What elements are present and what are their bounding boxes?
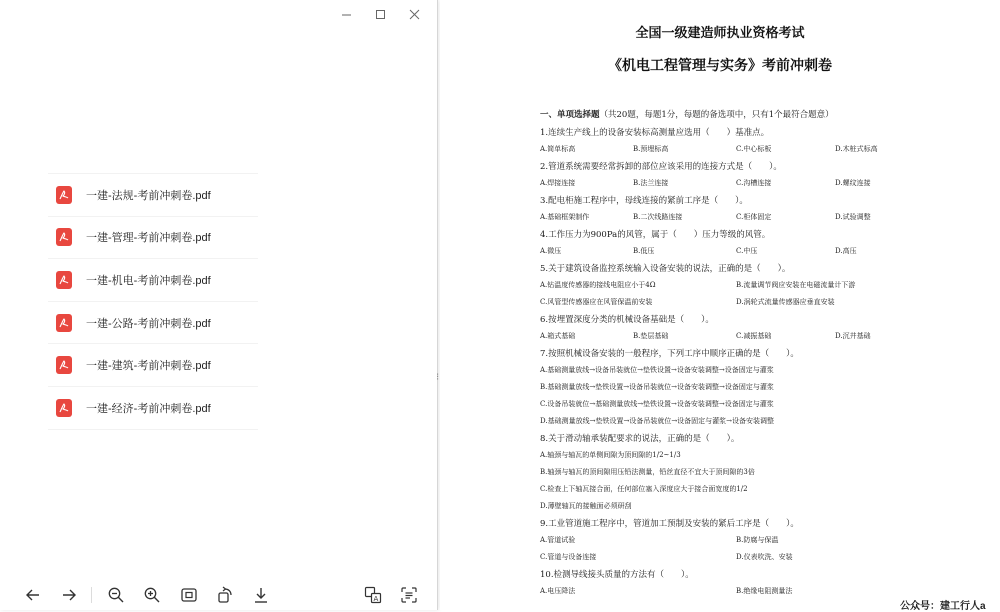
maximize-icon[interactable]: [363, 4, 397, 24]
file-item[interactable]: [48, 343, 258, 386]
translate-icon[interactable]: [362, 584, 384, 606]
question-option: A.微压: [540, 247, 562, 255]
question-option: C.风管型传感器应在风管保温前安装: [540, 298, 653, 306]
rotate-icon[interactable]: [214, 584, 236, 606]
question-text: 9.工业管道施工程序中，管道加工预制及安装的紧后工序是（ ）。: [540, 519, 799, 529]
question-text: 6.按埋置深度分类的机械设备基础是（ ）。: [540, 315, 714, 325]
window-controls: [329, 4, 431, 24]
question-option: D.沉井基础: [835, 332, 871, 340]
file-name: 一建-法规-考前冲刺卷.pdf: [86, 189, 211, 202]
question-option: B.流量调节阀应安装在电磁流量计下游: [736, 281, 856, 289]
question-option: A.电压降法: [540, 587, 576, 595]
file-item[interactable]: [48, 216, 258, 259]
splitter-handle[interactable]: ⁝: [436, 372, 440, 383]
question-text: 3.配电柜施工程序中，母线连接的紧前工序是（ ）。: [540, 196, 748, 206]
question-option: D.薄壁轴瓦的接触面必须研刮: [540, 502, 632, 510]
question-option: C.中压: [736, 247, 758, 255]
back-arrow-icon[interactable]: [22, 584, 44, 606]
section-heading: [540, 108, 834, 120]
question-option: B.基础测量放线→垫铁设置→设备吊装就位→设备安装调整→设备固定与灌浆: [540, 383, 774, 391]
question-option: A.基础框架制作: [540, 213, 590, 221]
document-page: [440, 0, 1000, 610]
zoom-in-icon[interactable]: [141, 584, 163, 606]
question-text: 8.关于滑动轴承装配要求的说法，正确的是（ ）。: [540, 434, 740, 444]
bottom-toolbar: [0, 578, 437, 610]
question-option: B.绝缘电阻测量法: [736, 587, 793, 595]
question-option: C.管道与设备连接: [540, 553, 597, 561]
question-option: C.柜体固定: [736, 213, 772, 221]
question-option: B.轴颈与轴瓦的顶间隙用压铅法测量，铅丝直径不宜大于顶间隙的3倍: [540, 468, 755, 476]
section-title: 一、单项选择题: [540, 110, 600, 120]
scan-text-icon[interactable]: [398, 584, 420, 606]
question-text: 7.按照机械设备安装的一般程序，下列工序中顺序正确的是（ ）。: [540, 349, 799, 359]
question-text: 4.工作压力为900Pa的风管，属于（ ）压力等级的风管。: [540, 230, 771, 240]
pdf-icon: [56, 228, 72, 246]
file-name: 一建-管理-考前冲刺卷.pdf: [86, 232, 211, 245]
question-option: B.法兰连接: [633, 179, 669, 187]
question-option: C.检查上下轴瓦接合面，任何部位塞入深度应大于接合面宽度的1/2: [540, 485, 748, 493]
pdf-icon: [56, 186, 72, 204]
pdf-icon: [56, 356, 72, 374]
question-option: C.减振基础: [736, 332, 772, 340]
fit-page-icon[interactable]: [178, 584, 200, 606]
question-option: D.高压: [835, 247, 857, 255]
question-option: B.二次线路连接: [633, 213, 683, 221]
close-icon[interactable]: [397, 4, 431, 24]
question-option: B.防腐与保温: [736, 536, 779, 544]
question-option: D.基础测量放线→垫铁设置→设备吊装就位→设备固定与灌浆→设备安装调整: [540, 417, 775, 425]
pdf-icon: [56, 399, 72, 417]
question-option: D.涡轮式流量传感器应垂直安装: [736, 298, 835, 306]
forward-arrow-icon[interactable]: [58, 584, 80, 606]
pdf-icon: [56, 314, 72, 332]
question-text: 5.关于建筑设备监控系统输入设备安装的说法，正确的是（ ）。: [540, 264, 791, 274]
question-text: 1.连续生产线上的设备安装标高测量应选用（ ）基准点。: [540, 128, 770, 138]
question-option: C.沟槽连接: [736, 179, 772, 187]
question-option: A.钻温度传感器的接线电阻应小于4Ω: [540, 281, 656, 289]
file-name: 一建-经济-考前冲刺卷.pdf: [86, 402, 211, 415]
question-option: A.轴颈与轴瓦的单侧间隙为顶间隙的1/2~1/3: [540, 451, 681, 459]
question-option: A.基础测量放线→设备吊装就位→垫铁设置→设备安装调整→设备固定与灌浆: [540, 366, 774, 374]
question-text: 2.管道系统需要经常拆卸的部位应该采用的连接方式是（ ）。: [540, 162, 782, 172]
question-option: D.螺纹连接: [835, 179, 871, 187]
file-list: [48, 173, 258, 430]
zoom-out-icon[interactable]: [105, 584, 127, 606]
question-option: A.焊接连接: [540, 179, 576, 187]
question-option: B.预埋标高: [633, 145, 669, 153]
question-option: B.垫层基础: [633, 332, 669, 340]
minimize-icon[interactable]: [329, 4, 363, 24]
question-option: A.管道试验: [540, 536, 576, 544]
section-note: （共20题，每题1分，每题的备选项中，只有1个最符合题意）: [599, 110, 834, 120]
question-option: C.中心标板: [736, 145, 772, 153]
pdf-icon: [56, 271, 72, 289]
file-item[interactable]: [48, 386, 258, 430]
question-option: B.低压: [633, 247, 655, 255]
question-option: A.简单标高: [540, 145, 576, 153]
file-name: 一建-机电-考前冲刺卷.pdf: [86, 274, 211, 287]
file-item[interactable]: [48, 301, 258, 344]
file-name: 一建-公路-考前冲刺卷.pdf: [86, 317, 211, 330]
question-option: D.仪表吹洗、安装: [736, 553, 793, 561]
question-option: C.设备吊装就位→基础测量放线→垫铁设置→设备安装调整→设备固定与灌浆: [540, 400, 774, 408]
file-item[interactable]: [48, 173, 258, 216]
question-option: D.试验调整: [835, 213, 871, 221]
toolbar-separator: [91, 587, 92, 603]
question-option: D.木桩式标高: [835, 145, 878, 153]
file-item[interactable]: [48, 258, 258, 301]
document-subtitle: 《机电工程管理与实务》考前冲刺卷: [608, 58, 832, 74]
svg-text:A: A: [373, 595, 379, 603]
download-icon[interactable]: [250, 584, 272, 606]
question-option: A.箱式基础: [540, 332, 576, 340]
document-title: 全国一级建造师执业资格考试: [635, 26, 805, 41]
file-browser-window: [0, 0, 438, 610]
question-text: 10.检测导线接头质量的方法有（ ）。: [540, 570, 694, 580]
watermark-text: 公众号：建工行人a: [900, 601, 986, 612]
file-name: 一建-建筑-考前冲刺卷.pdf: [86, 360, 211, 373]
